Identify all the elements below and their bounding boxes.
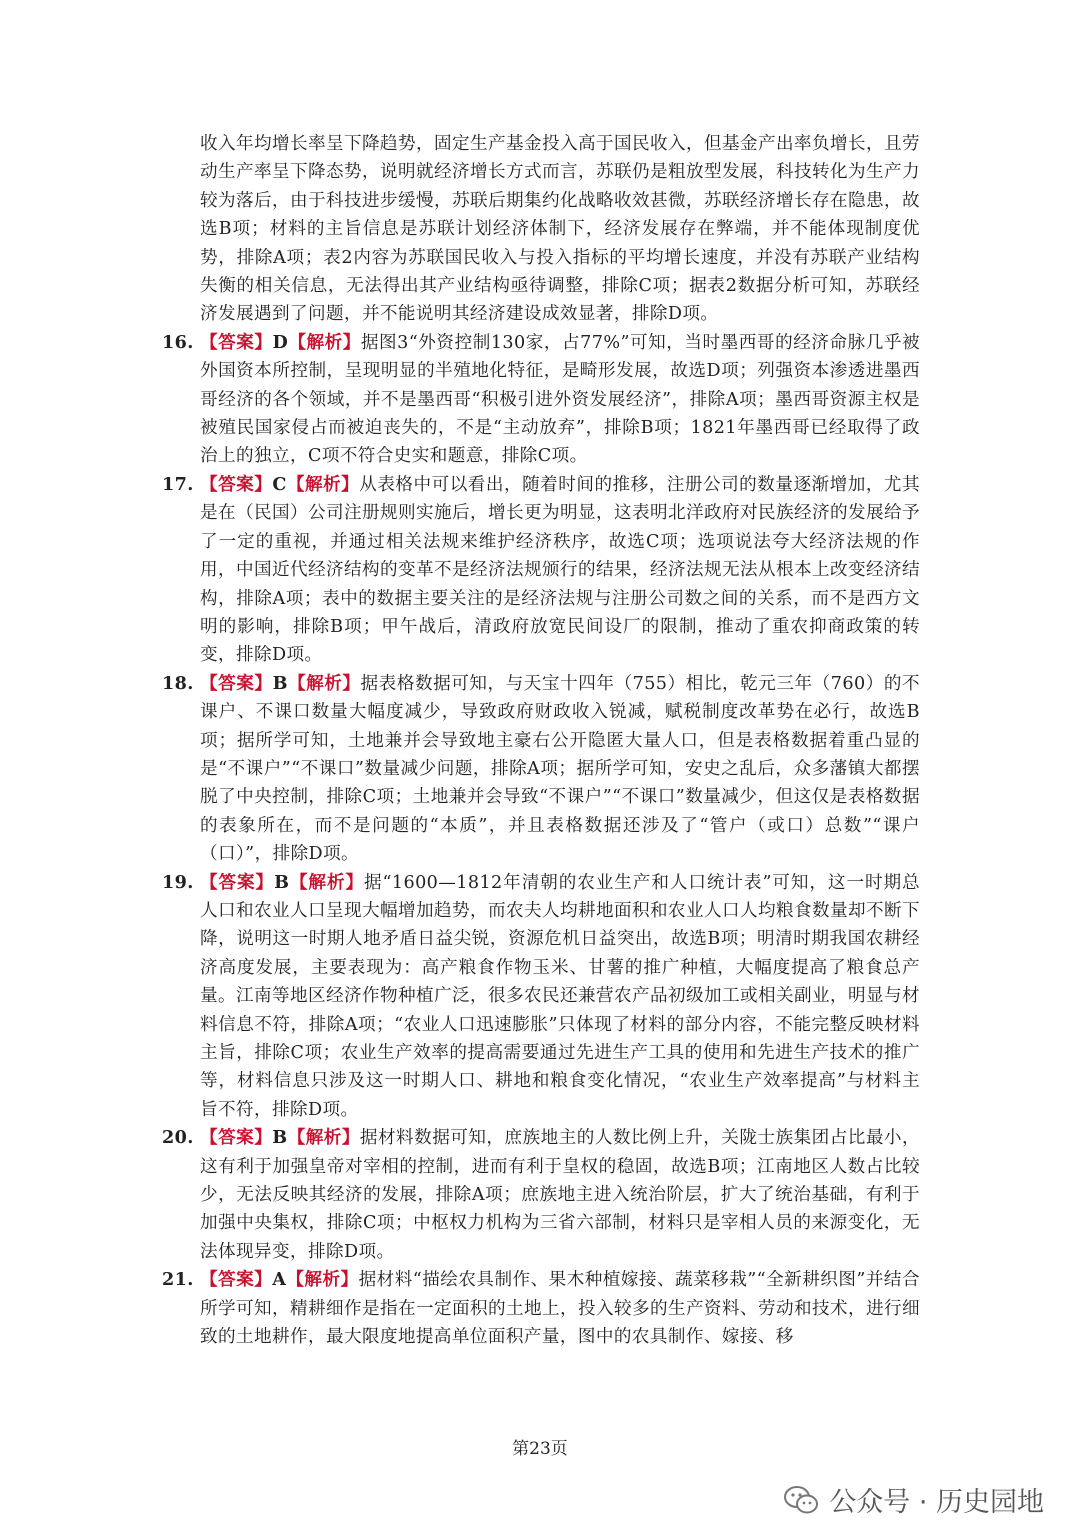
analysis-label: 【解析】 bbox=[288, 331, 361, 353]
answer-item-19 bbox=[160, 869, 920, 1125]
answer-item-17 bbox=[160, 471, 920, 670]
analysis-label: 【解析】 bbox=[286, 473, 360, 495]
analysis-text: 据“1600—1812年清朝的农业生产和人口统计表”可知，这一时期总人口和农业人口呈现大幅增加趋势，而农夫人均耕地面积和农业人口人均粮食数量却不断下降，说明这一时期人地矛盾日益尖锐，资源危机日益突出，故选B项；明清时期我国农耕经济高度发展，主要表现为：高产粮食作物玉米、甘薯的推广种植，大幅度提高了粮食总产量。江南等地区经济作物种植广泛，很多农民还兼营农产品初级加工或相关副业，明显与材料信息不符，排除A项；“农业人口迅速膨胀”只体现了材料的部分内容，不能完整反映材料主旨，排除C项；农业生产效率的提高需要通过先进生产工具的使用和先进生产技术的推广等，材料信息只涉及这一时期人口、耕地和粮食变化情况，“农业生产效率提高”与材料主旨不符，排除D项。 bbox=[200, 872, 921, 1120]
answer-label: 【答案】 bbox=[200, 473, 273, 495]
analysis-label: 【解析】 bbox=[287, 672, 361, 694]
question-number: 19. bbox=[162, 871, 194, 893]
answer-option: D bbox=[272, 331, 289, 353]
answer-option: B bbox=[274, 871, 290, 893]
analysis-text: 据图3“外资控制130家，占77%”可知，当时墨西哥的经济命脉几乎被外国资本所控制，呈现明显的半殖地化特征，是畸形发展，故选D项；列强资本渗透进墨西哥经济的各个领域，并不是墨西哥“积极引进外资发展经济”，排除A项；墨西哥资源主权是被殖民国家侵占而被迫丧失的，不是“主动放弃”，排除B项；1821年墨西哥已经取得了政治上的独立，C项不符合史实和题意，排除C项。 bbox=[200, 332, 920, 467]
continuation-paragraph: 收入年均增长率呈下降趋势，固定生产基金投入高于国民收入，但基金产出率负增长，且劳动生产率呈下降态势，说明就经济增长方式而言，苏联仍是粗放型发展，科技转化为生产力较为落后，由于科技进步缓慢，苏联后期集约化战略收效甚微，苏联经济增长存在隐患，故选B项；材料的主旨信息是苏联计划经济体制下，经济发展存在弊端，并不能体现制度优势，排除A项；表2内容为苏联国民收入与投入指标的平均增长速度，并没有苏联产业结构失衡的相关信息，无法得出其产业结构亟待调整，排除C项；据表2数据分析可知，苏联经济发展遇到了问题，并不能说明其经济建设成效显著，排除D项。 bbox=[200, 134, 920, 325]
answer-option: C bbox=[272, 473, 287, 495]
question-number: 17. bbox=[162, 473, 194, 495]
answer-item-20 bbox=[160, 1124, 920, 1266]
answer-option: B bbox=[272, 1127, 288, 1149]
question-number: 20. bbox=[162, 1127, 194, 1149]
answer-option: A bbox=[272, 1269, 287, 1291]
answer-option: B bbox=[272, 672, 288, 694]
watermark bbox=[783, 1480, 1044, 1519]
answer-item-18 bbox=[160, 670, 920, 869]
page-number: 第23页 bbox=[512, 1439, 568, 1459]
analysis-text: 从表格中可以看出，随着时间的推移，注册公司的数量逐渐增加，尤其是在（民国）公司注册规则实施后，增长更为明显，这表明北洋政府对民族经济的发展给予了一定的重视，并通过相关法规来维护经济秩序，故选C项；选项说法夸大经济法规的作用，中国近代经济结构的变革不是经济法规颁行的结果，经济法规无法从根本上改变经济结构，排除A项；表中的数据主要关注的是经济法规与注册公司数之间的关系，而不是西方文明的影响，排除B项；甲午战后，清政府放宽民间设厂的限制，推动了重农抑商政策的转变，排除D项。 bbox=[200, 474, 920, 666]
question-number: 21. bbox=[162, 1269, 194, 1291]
wechat-icon bbox=[783, 1485, 819, 1515]
answer-label: 【答案】 bbox=[200, 331, 273, 353]
analysis-text: 据材料数据可知，庶族地主的人数比例上升，关陇士族集团占比最小，这有利于加强皇帝对宰相的控制，进而有利于皇权的稳固，故选B项；江南地区人数占比较少，无法反映其经济的发展，排除A项；庶族地主进入统治阶层，扩大了统治基础，有利于加强中央集权，排除C项；中枢权力机构为三省六部制，材料只是宰相人员的来源变化，无法体现异变，排除D项。 bbox=[200, 1128, 920, 1262]
answer-label: 【答案】 bbox=[200, 1269, 273, 1291]
analysis-label: 【解析】 bbox=[289, 871, 364, 893]
answer-label: 【答案】 bbox=[200, 672, 273, 694]
answer-explanations bbox=[160, 130, 920, 1351]
analysis-label: 【解析】 bbox=[287, 1127, 360, 1149]
analysis-text: 据材料“描绘农具制作、果木种植嫁接、蔬菜移栽”“全新耕织图”并结合所学可知，精耕细作是指在一定面积的土地上，投入较多的生产资料、劳动和技术，进行细致的土地耕作，最大限度地提高单位面积产量，图中的农具制作、嫁接、移 bbox=[200, 1270, 920, 1348]
analysis-label: 【解析】 bbox=[286, 1269, 359, 1291]
analysis-text: 据表格数据可知，与天宝十四年（755）相比，乾元三年（760）的不课户、不课口数量大幅度减少，导致政府财政收入锐减，赋税制度改革势在必行，故选B项；据所学可知，土地兼并会导致地主豪右公开隐匿大量人口，但是表格数据着重凸显的是“不课户”“不课口”数量减少问题，排除A项；据所学可知，安史之乱后，众多藩镇大都摆脱了中央控制，排除C项；土地兼并会导致“不课户”“不课口”数量减少，但这仅是表格数据的表象所在，而不是问题的“本质”，并且表格数据还涉及了“管户（或口）总数”“课户（口）”，排除D项。 bbox=[200, 673, 920, 865]
answer-label: 【答案】 bbox=[200, 871, 275, 893]
answer-item-16 bbox=[160, 329, 920, 471]
question-number: 16. bbox=[162, 331, 194, 353]
answer-item-21 bbox=[160, 1266, 920, 1351]
answer-label: 【答案】 bbox=[200, 1127, 273, 1149]
watermark-text: 公众号 · 历史园地 bbox=[829, 1487, 1044, 1518]
question-number: 18. bbox=[162, 672, 194, 694]
